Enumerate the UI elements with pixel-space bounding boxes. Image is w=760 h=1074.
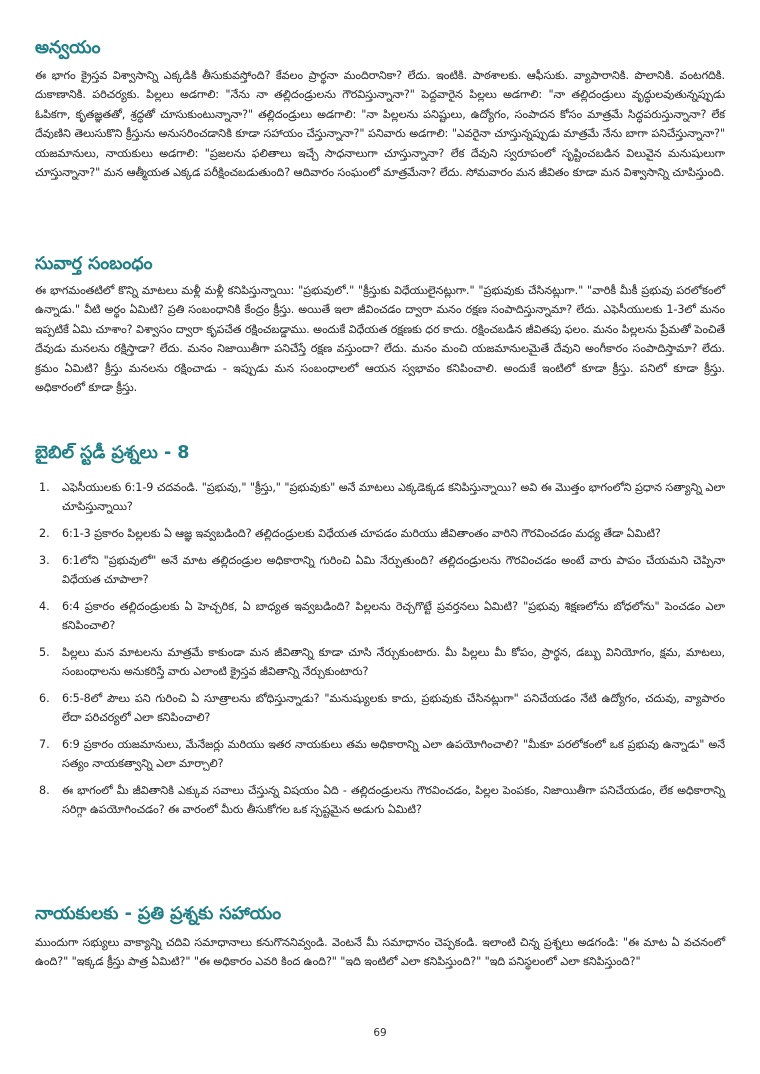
question-item xyxy=(35,689,725,728)
question-text: 6:4 ప్రకారం తల్లిదండ్రులకు ఏ హెచ్చరిక, ఏ బాధ్యత ఇవ్వబడింది? పిల్లలను రెచ్చగొట్టే ప్రవర్తనలు ఏమిటి? "ప్రభువు శిక్షణలోను బోధలోను" పెంచడం ఎలా కనిపించాలి? xyxy=(62,599,725,632)
question-item xyxy=(35,597,725,636)
section-heading-application: అన్వయం xyxy=(35,38,101,58)
question-text: పిల్లలు మన మాటలను మాత్రమే కాకుండా మన జీవితాన్ని కూడా చూసి నేర్చుకుంటారు. మీ పిల్లలు మీ కోపం, ప్రార్థన, డబ్బు వినియోగం, క్షమ, మాటలు, సంబంధాలను అనుకరిస్తే వారు ఎలాంటి క్రైస్తవ జీవితాన్ని నేర్చుకుంటారు? xyxy=(62,645,725,678)
question-item xyxy=(35,735,725,774)
question-text: 6:9 ప్రకారం యజమానులు, మేనేజర్లు మరియు ఇతర నాయకులు తమ అధికారాన్ని ఎలా ఉపయోగించాలి? "మీకూ పరలోకంలో ఒక ప్రభువు ఉన్నాడు" అనే సత్యం నాయకత్వాన్ని ఎలా మార్చాలి? xyxy=(62,737,725,770)
question-number: 5. xyxy=(39,645,50,659)
leaders-paragraph: ముందుగా సభ్యులు వాక్యాన్ని చదివి సమాధానాలు కనుగొననివ్వండి. వెంటనే మీ సమాధానం చెప్పకండి. ఇలాంటి చిన్న ప్రశ్నలు అడగండి: "ఈ మాట ఏ వచనంలో ఉంది?" "ఇక్కడ క్రీస్తు పాత్ర ఏమిటి?" "ఈ అధికారం ఎవరి కింద ఉంది?" "ఇది ఇంటిలో ఎలా కనిపిస్తుంది?" "ఇది పనిస్థలంలో ఎలా కనిపిస్తుంది?" xyxy=(35,936,725,969)
question-item xyxy=(35,478,725,517)
question-text: ఈ భాగంలో మీ జీవితానికి ఎక్కువ సవాలు చేస్తున్న విషయం ఏది - తల్లిదండ్రులను గౌరవించడం, పిల్లల పెంపకం, నిజాయితీగా పనిచేయడం, లేక అధికారాన్ని సరిగ్గా ఉపయోగించడం? ఈ వారంలో మీరు తీసుకోగల ఒక స్పష్టమైన అడుగు ఏమిటి? xyxy=(62,783,725,816)
question-number: 7. xyxy=(39,737,50,751)
question-item xyxy=(35,781,725,820)
question-item xyxy=(35,551,725,590)
question-text: 6:1లోని "ప్రభువులో" అనే మాట తల్లిదండ్రుల అధికారాన్ని గురించి ఏమి నేర్పుతుంది? తల్లిదండ్రులను గౌరవించడం అంటే వారు పాపం చేయమని చెప్పినా విధేయత చూపాలా? xyxy=(62,553,725,586)
section-heading-leaders: నాయకులకు - ప్రతి ప్రశ్నకు సహాయం xyxy=(35,904,282,924)
question-number: 3. xyxy=(39,553,50,567)
question-item xyxy=(35,643,725,682)
section-heading-study-questions: బైబిల్ స్టడీ ప్రశ్నలు - 8 xyxy=(35,443,190,463)
question-text: 6:1-3 ప్రకారం పిల్లలకు ఏ ఆజ్ఞ ఇవ్వబడింది? తల్లిదండ్రులకు విధేయత చూపడం మరియు జీవితాంతం వారిని గౌరవించడం మధ్య తేడా ఏమిటి? xyxy=(62,527,661,540)
question-item xyxy=(35,524,725,543)
application-paragraph: ఈ భాగం క్రైస్తవ విశ్వాసాన్ని ఎక్కడికి తీసుకువస్తోంది? కేవలం ప్రార్థనా మందిరానికా? లేదు. ఇంటికి. పాఠశాలకు. ఆఫీసుకు. వ్యాపారానికి. పొలానికి. వంటగదికి. దుకాణానికి. పరిచర్యకు. పిల్లలు అడగాలి: "నేను నా తల్లిదండ్రులను గౌరవిస్తున్నానా?" పెద్దవారైన పిల్లలు అడగాలి: "నా తల్లిదండ్రులు వృద్ధులవుతున్నప్పుడు ఓపికగా, కృతజ్ఞతతో, శ్రద్ధతో చూసుకుంటున్నానా?" తల్లిదండ్రులు అడగాలి: "నా పిల్లలను పనిష్టులు, ఉద్యోగం, సంపాదన కోసం మాత్రమే సిద్ధపరుస్తున్నానా? లేక దేవుణిని తెలుసుకొని క్రీస్తును అనుసరించడానికి కూడా సహాయం చేస్తున్నానా?" పనివారు అడగాలి: "ఎవరైనా చూస్తున్నప్పుడు మాత్రమే నేను బాగా పనిచేస్తున్నానా?" యజమానులు, నాయకులు అడగాలి: "ప్రజలను ఫలితాలు ఇచ్చే సాధనాలుగా చూస్తున్నానా? లేక దేవుని స్వరూపంలో సృష్టించబడిన విలువైన మనుషులుగా చూస్తున్నానా?" మన ఆత్మీయత ఎక్కడ పరీక్షించబడుతుంది? ఆదివారం సంఘంలో మాత్రమేనా? లేదు. సోమవారం మన జీవితం కూడా మన విశ్వాసాన్ని చూపిస్తుంది. xyxy=(35,69,725,180)
question-number: 8. xyxy=(39,783,50,797)
study-questions-list xyxy=(35,478,725,827)
question-text: ఎఫెసీయులకు 6:1-9 చదవండి. "ప్రభువు," "క్రీస్తు," "ప్రభువుకు" అనే మాటలు ఎక్కడెక్కడ కనిపిస్తున్నాయి? అవి ఈ మొత్తం భాగంలోని ప్రధాన సత్యాన్ని ఎలా చూపిస్తున్నాయి? xyxy=(62,481,725,514)
question-number: 2. xyxy=(39,527,50,540)
section-heading-gospel: సువార్త సంబంధం xyxy=(35,254,153,274)
page-number: 69 xyxy=(373,1027,387,1039)
question-text: 6:5-8లో పౌలు పని గురించి ఏ సూత్రాలను బోధిస్తున్నాడు? "మనుష్యులకు కాదు, ప్రభువుకు చేసినట్లుగా" పనిచేయడం నేటి ఉద్యోగం, చదువు, వ్యాపారం లేదా పరిచర్యలో ఎలా కనిపించాలి? xyxy=(62,691,725,724)
question-number: 1. xyxy=(39,481,50,494)
question-number: 4. xyxy=(39,599,50,613)
question-number: 6. xyxy=(39,691,50,705)
gospel-paragraph: ఈ భాగమంతటిలో కొన్ని మాటలు మళ్లీ మళ్లీ కనిపిస్తున్నాయి: "ప్రభువులో." "క్రీస్తుకు విధేయులైనట్లుగా." "ప్రభువుకు చేసినట్లుగా." "వారికీ మీకీ ప్రభువు పరలోకంలో ఉన్నాడు." వీటి అర్థం ఏమిటి? ప్రతి సంబంధానికి కేంద్రం క్రీస్తు. అయితే ఇలా జీవించడం ద్వారా మనం రక్షణ సంపాదిస్తున్నామా? లేదు. ఎఫెసీయులకు 1-3లో మనం ఇప్పటికే ఏమి చూశాం? విశ్వాసం ద్వారా కృపచేత రక్షించబడ్డాము. అందుకే విధేయత రక్షణకు ధర కాదు. రక్షించబడిన జీవితపు ఫలం. మనం పిల్లలను ప్రేమతో పెంచితే దేవుడు మనలను రక్షిస్తాడా? లేదు. మనం నిజాయితీగా పనిచేస్తే రక్షణ వస్తుందా? లేదు. మనం మంచి యజమానులమైతే దేవుని అంగీకారం సంపాదిస్తామా? లేదు. క్రమం ఏమిటి? క్రీస్తు మనలను రక్షించాడు - ఇప్పుడు మన సంబంధాలలో ఆయన స్వభావం కనిపించాలి. అందుకే ఇంటిలో కూడా క్రీస్తు. పనిలో కూడా క్రీస్తు. అధికారంలో కూడా క్రీస్తు. xyxy=(35,284,725,395)
